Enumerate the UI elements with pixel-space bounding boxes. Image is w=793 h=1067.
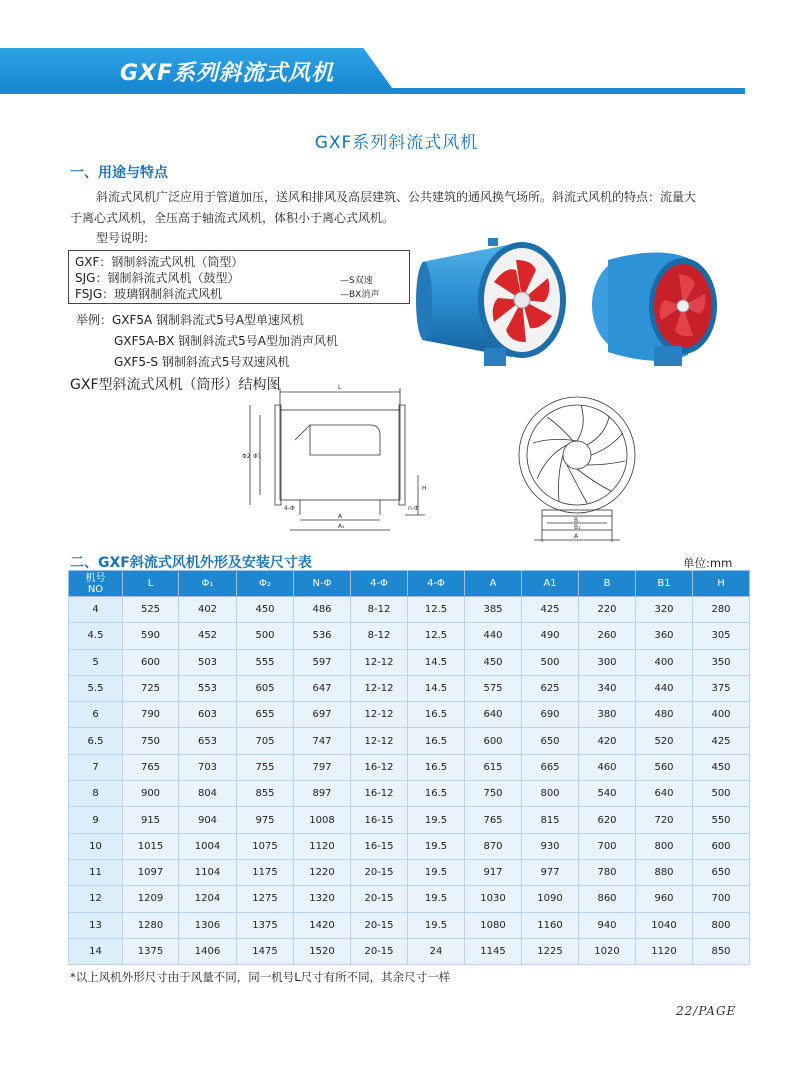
table-cell: 375 xyxy=(693,675,750,701)
table-cell: 960 xyxy=(636,886,693,912)
unit-label: 单位:mm xyxy=(683,556,733,570)
table-cell: 897 xyxy=(294,781,351,807)
label-B1: B₁ xyxy=(574,524,581,531)
table-cell: 703 xyxy=(179,754,237,780)
table-cell: 1080 xyxy=(465,912,522,938)
table-cell: 880 xyxy=(636,859,693,885)
table-cell: 705 xyxy=(237,728,294,754)
table-cell: 930 xyxy=(522,833,579,859)
table-cell: 625 xyxy=(522,675,579,701)
table-cell: 16.5 xyxy=(408,728,465,754)
table-cell: 460 xyxy=(579,754,636,780)
example-2: GXF5A-BX 钢制斜流式5号A型加消声风机 xyxy=(114,334,339,348)
table-cell: 1015 xyxy=(123,833,179,859)
table-cell: 555 xyxy=(237,649,294,675)
table-cell: 725 xyxy=(123,675,179,701)
table-cell: 500 xyxy=(237,623,294,649)
table-cell: 486 xyxy=(294,597,351,623)
table-cell: 665 xyxy=(522,754,579,780)
table-cell: 19.5 xyxy=(408,912,465,938)
table-cell: 1280 xyxy=(123,912,179,938)
intro-line1: 斜流式风机广泛应用于管道加压，送风和排风及高层建筑、公共建筑的通风换气场所。斜流式风机的特点：流量大 xyxy=(96,190,697,204)
table-cell: 425 xyxy=(522,597,579,623)
section2-heading: 二、GXF斜流式风机外形及安装尺寸表 xyxy=(70,555,312,571)
table-cell: 720 xyxy=(636,807,693,833)
model-fsjg: FSJG：玻璃钢制斜流式风机 xyxy=(75,287,223,301)
table-cell: 800 xyxy=(522,781,579,807)
label-A-bottom: A xyxy=(574,533,579,540)
col-header-phi2: Φ₂ xyxy=(237,571,294,597)
table-cell: 24 xyxy=(408,938,465,964)
section1-heading: 一、用途与特点 xyxy=(70,165,168,181)
table-cell: 815 xyxy=(522,807,579,833)
model-box xyxy=(68,250,410,304)
table-cell: 870 xyxy=(465,833,522,859)
table-cell: 765 xyxy=(123,754,179,780)
table-row xyxy=(69,886,750,912)
table-cell: 620 xyxy=(579,807,636,833)
table-cell: 800 xyxy=(693,912,750,938)
label-A: A xyxy=(338,513,343,520)
table-cell: 850 xyxy=(693,938,750,964)
table-cell: 16-12 xyxy=(351,754,408,780)
table-cell: 400 xyxy=(693,702,750,728)
table-cell: 8-12 xyxy=(351,623,408,649)
banner-title: GXF系列斜流式风机 xyxy=(120,61,335,86)
table-cell: 450 xyxy=(237,597,294,623)
header-banner xyxy=(0,48,793,98)
table-cell: 647 xyxy=(294,675,351,701)
table-cell: 575 xyxy=(465,675,522,701)
table-cell: 12 xyxy=(69,886,123,912)
table-row xyxy=(69,623,750,649)
table-cell: 860 xyxy=(579,886,636,912)
table-row xyxy=(69,649,750,675)
table-cell: 1375 xyxy=(237,912,294,938)
table-cell: 402 xyxy=(179,597,237,623)
table-cell: 490 xyxy=(522,623,579,649)
table-cell: 10 xyxy=(69,833,123,859)
table-cell: 1120 xyxy=(636,938,693,964)
table-cell: 16.5 xyxy=(408,754,465,780)
table-cell: 360 xyxy=(636,623,693,649)
model-label: 型号说明: xyxy=(96,231,149,245)
table-cell: 640 xyxy=(465,702,522,728)
page-number: 22/PAGE xyxy=(676,1004,737,1018)
table-cell: 1175 xyxy=(237,859,294,885)
model-gxf: GXF：钢制斜流式风机（筒型） xyxy=(75,255,244,269)
table-row xyxy=(69,833,750,859)
table-cell: 385 xyxy=(465,597,522,623)
table-cell: 20-15 xyxy=(351,886,408,912)
table-cell: 1420 xyxy=(294,912,351,938)
table-cell: 400 xyxy=(636,649,693,675)
table-row xyxy=(69,807,750,833)
table-row xyxy=(69,754,750,780)
table-cell: 11 xyxy=(69,859,123,885)
table-cell: 915 xyxy=(123,807,179,833)
table-cell: 600 xyxy=(123,649,179,675)
table-cell: 1209 xyxy=(123,886,179,912)
table-cell: 525 xyxy=(123,597,179,623)
table-cell: 450 xyxy=(465,649,522,675)
table-cell: 536 xyxy=(294,623,351,649)
table-cell: 300 xyxy=(579,649,636,675)
table-cell: 550 xyxy=(693,807,750,833)
col-header-B: B xyxy=(579,571,636,597)
table-cell: 452 xyxy=(179,623,237,649)
table-cell: 320 xyxy=(636,597,693,623)
table-cell: 440 xyxy=(636,675,693,701)
table-cell: 1020 xyxy=(579,938,636,964)
table-cell: 700 xyxy=(693,886,750,912)
table-cell: 12-12 xyxy=(351,702,408,728)
table-cell: 1320 xyxy=(294,886,351,912)
table-row xyxy=(69,938,750,964)
table-cell: 5.5 xyxy=(69,675,123,701)
table-cell: 12-12 xyxy=(351,675,408,701)
table-cell: 14.5 xyxy=(408,649,465,675)
table-cell: 1520 xyxy=(294,938,351,964)
table-row xyxy=(69,859,750,885)
table-cell: 747 xyxy=(294,728,351,754)
table-cell: 1040 xyxy=(636,912,693,938)
table-cell: 765 xyxy=(465,807,522,833)
table-row xyxy=(69,912,750,938)
table-cell: 13 xyxy=(69,912,123,938)
table-cell: 6.5 xyxy=(69,728,123,754)
label-L: L xyxy=(338,384,342,391)
table-cell: 804 xyxy=(179,781,237,807)
table-cell: 917 xyxy=(465,859,522,885)
table-cell: 16.5 xyxy=(408,781,465,807)
table-cell: 500 xyxy=(693,781,750,807)
label-4phi: 4-Φ xyxy=(284,505,295,512)
table-cell: 590 xyxy=(123,623,179,649)
col-header-no-text: 机号 NO xyxy=(85,572,106,595)
table-cell: 1104 xyxy=(179,859,237,885)
table-cell: 690 xyxy=(522,702,579,728)
table-cell: 6 xyxy=(69,702,123,728)
table-cell: 8-12 xyxy=(351,597,408,623)
table-cell: 350 xyxy=(693,649,750,675)
label-B: B xyxy=(574,517,579,524)
table-cell: 14 xyxy=(69,938,123,964)
table-cell: 9 xyxy=(69,807,123,833)
table-cell: 1008 xyxy=(294,807,351,833)
table-cell: 19.5 xyxy=(408,886,465,912)
label-phi2: Φ2 xyxy=(242,453,251,460)
table-cell: 500 xyxy=(522,649,579,675)
col-header-A1: A1 xyxy=(522,571,579,597)
table-cell: 605 xyxy=(237,675,294,701)
table-cell: 340 xyxy=(579,675,636,701)
table-cell: 12-12 xyxy=(351,649,408,675)
table-row xyxy=(69,675,750,701)
table-cell: 12.5 xyxy=(408,597,465,623)
table-cell: 1004 xyxy=(179,833,237,859)
col-header-4phi-b: 4-Φ xyxy=(408,571,465,597)
table-cell: 615 xyxy=(465,754,522,780)
table-cell: 220 xyxy=(579,597,636,623)
table-cell: 1145 xyxy=(465,938,522,964)
example-3: GXF5-S 钢制斜流式5号双速风机 xyxy=(114,355,290,369)
footnote: *以上风机外形尺寸由于风量不同，同一机号L尺寸有所不同，其余尺寸一样 xyxy=(70,970,451,984)
table-cell: 780 xyxy=(579,859,636,885)
col-header-4phi-a: 4-Φ xyxy=(351,571,408,597)
table-cell: 5 xyxy=(69,649,123,675)
table-cell: 900 xyxy=(123,781,179,807)
table-cell: 750 xyxy=(123,728,179,754)
suffix-bx: —BX消声 xyxy=(340,290,380,300)
side-view-drawing xyxy=(240,380,440,550)
table-row xyxy=(69,781,750,807)
label-A1: A₁ xyxy=(338,523,345,530)
table-cell: 800 xyxy=(636,833,693,859)
table-cell: 1120 xyxy=(294,833,351,859)
table-cell: 16-15 xyxy=(351,833,408,859)
table-cell: 540 xyxy=(579,781,636,807)
table-cell: 425 xyxy=(693,728,750,754)
table-cell: 305 xyxy=(693,623,750,649)
table-cell: 1204 xyxy=(179,886,237,912)
dimensions-table xyxy=(68,570,750,965)
table-cell: 640 xyxy=(636,781,693,807)
table-cell: 450 xyxy=(693,754,750,780)
table-cell: 520 xyxy=(636,728,693,754)
table-cell: 420 xyxy=(579,728,636,754)
table-cell: 16.5 xyxy=(408,702,465,728)
table-cell: 440 xyxy=(465,623,522,649)
table-cell: 855 xyxy=(237,781,294,807)
col-header-B1: B1 xyxy=(636,571,693,597)
table-row xyxy=(69,728,750,754)
table-cell: 480 xyxy=(636,702,693,728)
table-cell: 975 xyxy=(237,807,294,833)
table-cell: 600 xyxy=(465,728,522,754)
example-1: 举例：GXF5A 钢制斜流式5号A型单速风机 xyxy=(76,313,304,327)
table-cell: 650 xyxy=(693,859,750,885)
col-header-H: H xyxy=(693,571,750,597)
table-row xyxy=(69,702,750,728)
table-cell: 1306 xyxy=(179,912,237,938)
col-header-nphi: N-Φ xyxy=(294,571,351,597)
label-nphi: n-Φ xyxy=(408,505,419,512)
table-cell: 797 xyxy=(294,754,351,780)
col-header-phi1: Φ₁ xyxy=(179,571,237,597)
col-header-A: A xyxy=(465,571,522,597)
table-cell: 16-15 xyxy=(351,807,408,833)
model-sjg: SJG：钢制斜流式风机（鼓型） xyxy=(75,271,240,285)
table-cell: 1225 xyxy=(522,938,579,964)
table-cell: 700 xyxy=(579,833,636,859)
table-cell: 380 xyxy=(579,702,636,728)
table-cell: 603 xyxy=(179,702,237,728)
table-cell: 697 xyxy=(294,702,351,728)
table-cell: 560 xyxy=(636,754,693,780)
table-cell: 1160 xyxy=(522,912,579,938)
col-header-no xyxy=(69,571,123,597)
table-cell: 14.5 xyxy=(408,675,465,701)
table-cell: 597 xyxy=(294,649,351,675)
table-cell: 1090 xyxy=(522,886,579,912)
table-cell: 1220 xyxy=(294,859,351,885)
table-cell: 19.5 xyxy=(408,833,465,859)
table-cell: 750 xyxy=(465,781,522,807)
label-H: H xyxy=(422,485,427,492)
table-cell: 4 xyxy=(69,597,123,623)
table-cell: 20-15 xyxy=(351,912,408,938)
fan-photo-drum xyxy=(588,250,723,370)
front-view-drawing xyxy=(512,380,642,550)
diagram-title: GXF型斜流式风机（筒形）结构图 xyxy=(70,377,281,393)
table-cell: 4.5 xyxy=(69,623,123,649)
table-cell: 20-15 xyxy=(351,859,408,885)
table-cell: 650 xyxy=(522,728,579,754)
suffix-s: —S双速 xyxy=(340,276,373,286)
table-cell: 755 xyxy=(237,754,294,780)
table-row xyxy=(69,597,750,623)
fan-photo-cylindrical xyxy=(412,232,582,372)
table-cell: 7 xyxy=(69,754,123,780)
table-cell: 655 xyxy=(237,702,294,728)
table-cell: 600 xyxy=(693,833,750,859)
page-title: GXF系列斜流式风机 xyxy=(314,133,479,153)
table-cell: 16-12 xyxy=(351,781,408,807)
table-cell: 12-12 xyxy=(351,728,408,754)
table-cell: 260 xyxy=(579,623,636,649)
table-cell: 653 xyxy=(179,728,237,754)
table-cell: 904 xyxy=(179,807,237,833)
table-cell: 1406 xyxy=(179,938,237,964)
table-cell: 19.5 xyxy=(408,807,465,833)
intro-line2: 于离心式风机，全压高于轴流式风机，体积小于离心式风机。 xyxy=(70,211,395,225)
table-cell: 8 xyxy=(69,781,123,807)
col-header-L: L xyxy=(123,571,179,597)
table-cell: 553 xyxy=(179,675,237,701)
table-cell: 1375 xyxy=(123,938,179,964)
table-cell: 1030 xyxy=(465,886,522,912)
table-cell: 280 xyxy=(693,597,750,623)
table-cell: 19.5 xyxy=(408,859,465,885)
table-cell: 20-15 xyxy=(351,938,408,964)
table-cell: 940 xyxy=(579,912,636,938)
table-cell: 1275 xyxy=(237,886,294,912)
table-cell: 977 xyxy=(522,859,579,885)
table-cell: 12.5 xyxy=(408,623,465,649)
table-cell: 790 xyxy=(123,702,179,728)
table-cell: 503 xyxy=(179,649,237,675)
label-phi1: Φ1 xyxy=(253,453,262,460)
table-cell: 1075 xyxy=(237,833,294,859)
table-cell: 1097 xyxy=(123,859,179,885)
table-header-row xyxy=(69,571,750,597)
table-cell: 1475 xyxy=(237,938,294,964)
